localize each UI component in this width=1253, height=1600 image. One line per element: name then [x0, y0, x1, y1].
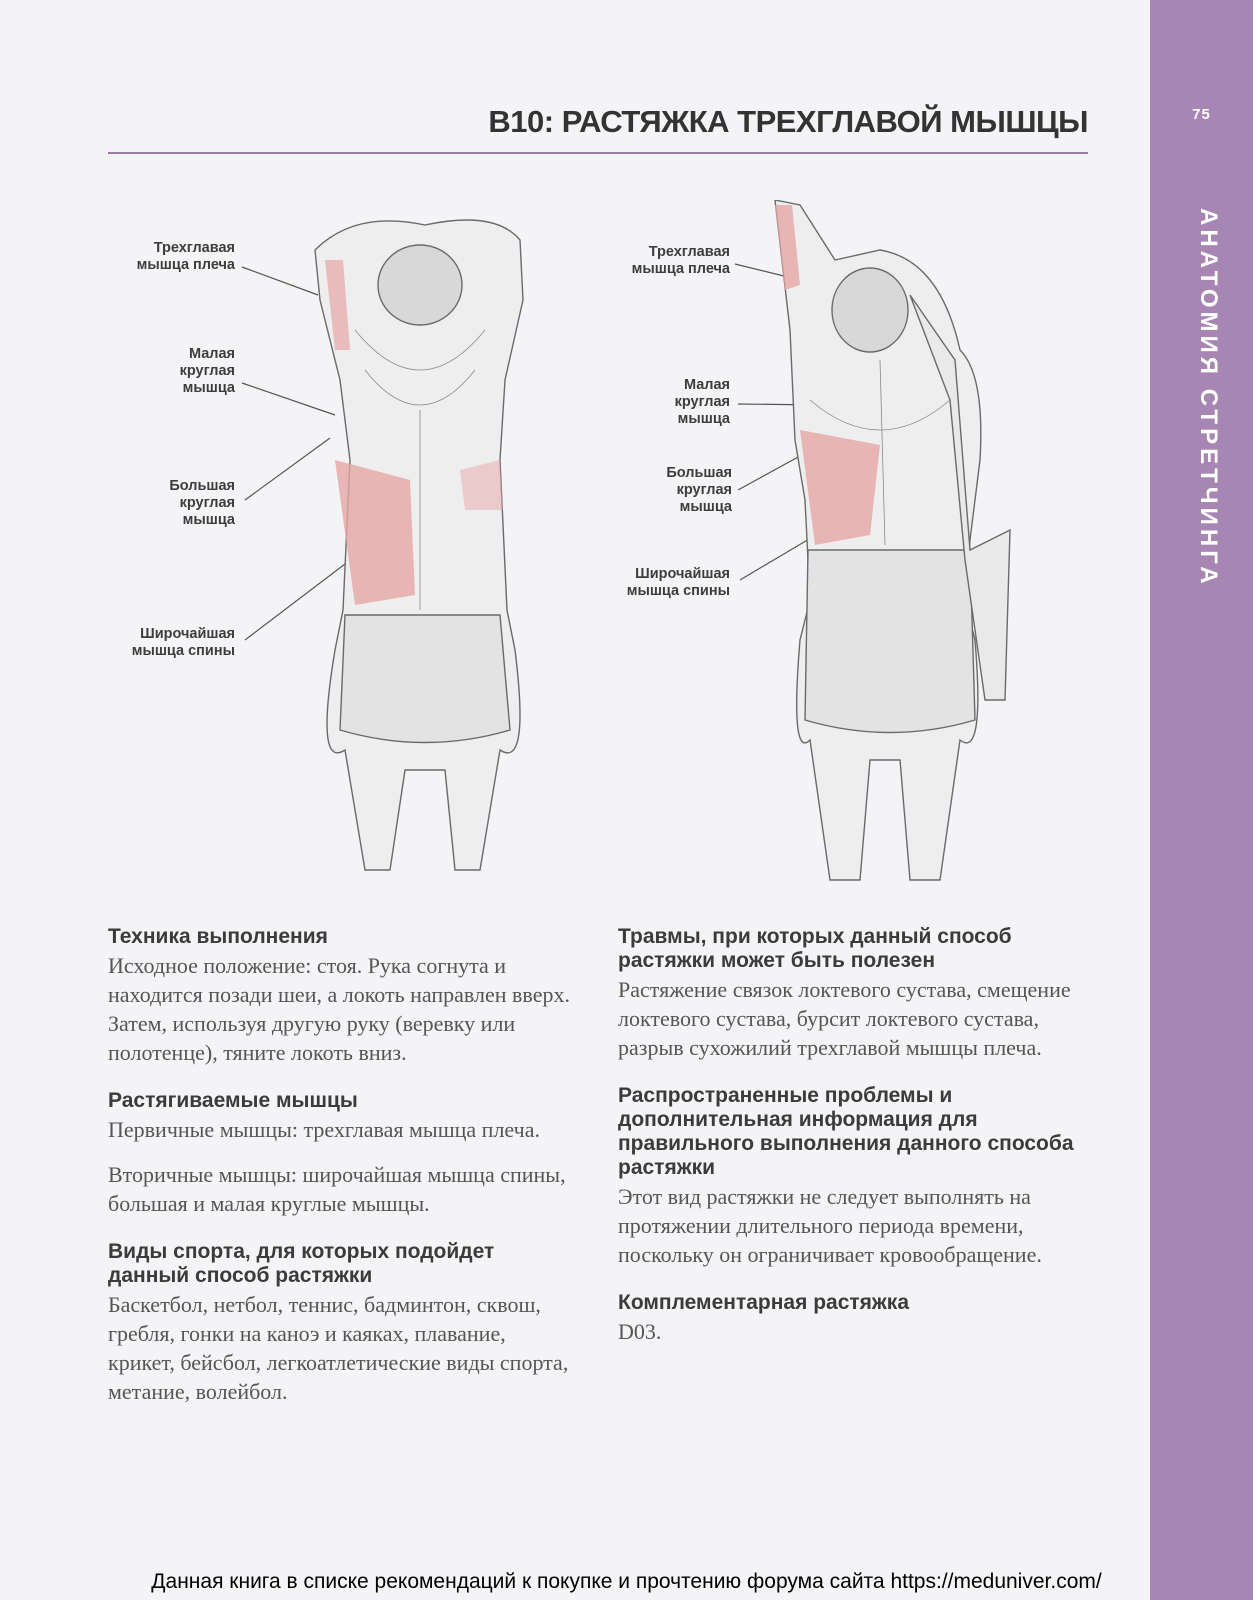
section-text: Баскетбол, нетбол, теннис, бадминтон, сквош, гребля, гонки на каноэ и каяках, плавание, крикет, бейсбол, легкоатлетические виды спорта, метание, волейбол. — [108, 1292, 569, 1404]
label-left-teres-minor: Малая круглая мышца — [179, 346, 235, 396]
section-text: D03. — [618, 1319, 662, 1344]
section-text: Этот вид растяжки не следует выполнять на протяжении длительного периода времени, поскольку он ограничивает кровообращение. — [618, 1184, 1042, 1267]
section-text: Растяжение связок локтевого сустава, смещение локтевого сустава, бурсит локтевого сустава, разрыв сухожилий трехглавой мышцы плеча. — [618, 977, 1071, 1060]
label-left-latissimus: Широчайшая мышца спины — [131, 626, 235, 659]
label-left-triceps: Трехглавая мышца плеча — [136, 240, 235, 273]
page-number: 75 — [1192, 106, 1211, 123]
section-text: Исходное положение: стоя. Рука согнута и находится позади шеи, а локоть направлен вверх. Затем, используя другую руку (веревку или полотенце), тяните локоть вниз. — [108, 953, 570, 1065]
text-column-left — [108, 925, 578, 1406]
label-right-triceps: Трехглавая мышца плеча — [631, 244, 730, 277]
section-heading: Техника выполнения — [108, 925, 328, 948]
label-right-latissimus: Широчайшая мышца спины — [626, 566, 730, 599]
section-heading: Распространенные проблемы и дополнительная информация для правильного выполнения данного способа растяжки — [618, 1084, 1074, 1179]
section-text: Вторичные мышцы: широчайшая мышца спины, большая и малая круглые мышцы. — [108, 1162, 566, 1216]
section-heading: Комплементарная растяжка — [618, 1291, 909, 1314]
label-left-teres-major: Большая круглая мышца — [169, 478, 235, 528]
anatomy-figure-left — [295, 210, 555, 885]
section-heading: Травмы, при которых данный способ растяжки может быть полезен — [618, 925, 1012, 972]
text-column-right — [618, 925, 1088, 1346]
section-heading: Виды спорта, для которых подойдет данный способ растяжки — [108, 1240, 495, 1287]
anatomy-figure-right — [770, 200, 1060, 885]
footer-note: Данная книга в списке рекомендаций к покупке и прочтению форума сайта https://meduniver.com/ — [151, 1570, 1102, 1593]
title-divider — [108, 152, 1088, 154]
label-right-teres-minor: Малая круглая мышца — [674, 377, 730, 427]
page-title: B10: РАСТЯЖКА ТРЕХГЛАВОЙ МЫШЦЫ — [488, 104, 1088, 139]
label-right-teres-major: Большая круглая мышца — [666, 465, 732, 515]
section-title-vertical: АНАТОМИЯ СТРЕТЧИНГА — [1195, 208, 1222, 588]
section-heading: Растягиваемые мышцы — [108, 1089, 358, 1112]
section-text: Первичные мышцы: трехглавая мышца плеча. — [108, 1117, 540, 1142]
